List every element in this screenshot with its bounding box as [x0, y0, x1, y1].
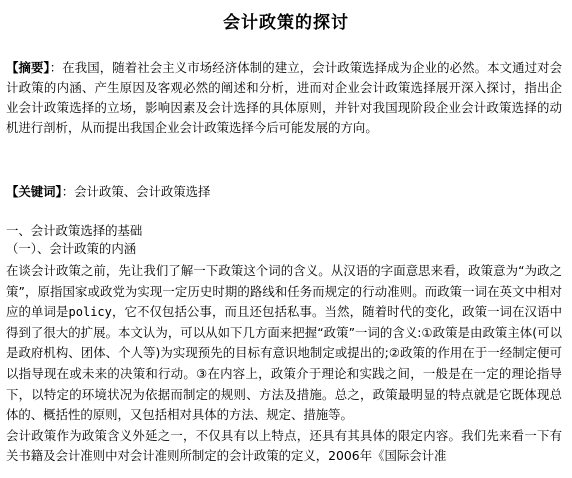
abstract-text: 在我国，随着社会主义市场经济体制的建立，会计政策选择成为企业的必然。本文通过对会计政策的内涵、产生原因及客观必然的阐述和分析，进而对企业会计政策选择展开深入探讨，指出企业会计政策选择的立场，影响因素及会计选择的具体原则，并针对我国现阶段企业会计政策选择的动机进行剖析，从而提出我国企业会计政策选择今后可能发展的方向。 — [6, 60, 563, 135]
keywords-paragraph — [6, 182, 562, 202]
abstract-separator: ： — [49, 60, 63, 75]
keywords-section — [6, 182, 562, 202]
keywords-label: 【关键词】 — [6, 184, 62, 199]
keywords-separator: ： — [61, 184, 75, 199]
paragraph1-english-word: policy — [68, 305, 112, 320]
keywords-text: 会计政策、会计政策选择 — [74, 184, 211, 199]
abstract-section — [6, 58, 562, 138]
document-title: 会计政策的探讨 — [223, 13, 349, 33]
sub-heading: （一）、会计政策的内涵 — [6, 241, 137, 256]
abstract-paragraph — [6, 58, 562, 138]
paragraph1-text-a: 在谈会计政策之前，先让我们了解一下政策这个词的含义。从汉语的字面意思来看，政策意为“为政之策”，原指国家或政党为实现一定历史时期的路线和任务而规定的行动准则。而政策一词在英文中相对应的单词是 — [6, 263, 562, 320]
body-paragraph-2: 会计政策作为政策含义外延之一，不仅具有以上特点，还具有其具体的限定内容。我们先来看一下有关书籍及会计准则中对会计准则所制定的会计政策的定义，2006年《国际会计准 — [6, 427, 562, 464]
paragraph1-text-b: ，它不仅包括公事，而且还包括私事。当然，随着时代的变化，政策一词在汉语中得到了很大的扩展。本文认为，可以从如下几方面来把握“政策”一词的含义:①政策是由政策主体(可以是政府机构、团体、个人等)为实现预先的目标有意识地制定或提出的;②政策的作用在于一经制定便可以指导现在或未来的决策和行动。③在内容上，政策介于理论和实践之间，一般是在一定的理论指导下，以特定的环境状况为依据而制定的规则、方法及措施。总之，政策最明显的特点就是它既体现总体的、概括性的原则，又包括相对具体的方法、规定、措施等。 — [6, 304, 563, 423]
body-paragraph-1 — [6, 261, 562, 426]
body-text — [6, 261, 562, 467]
abstract-label: 【摘要】 — [6, 60, 50, 75]
section-heading: 一、会计政策选择的基础 — [6, 223, 143, 238]
